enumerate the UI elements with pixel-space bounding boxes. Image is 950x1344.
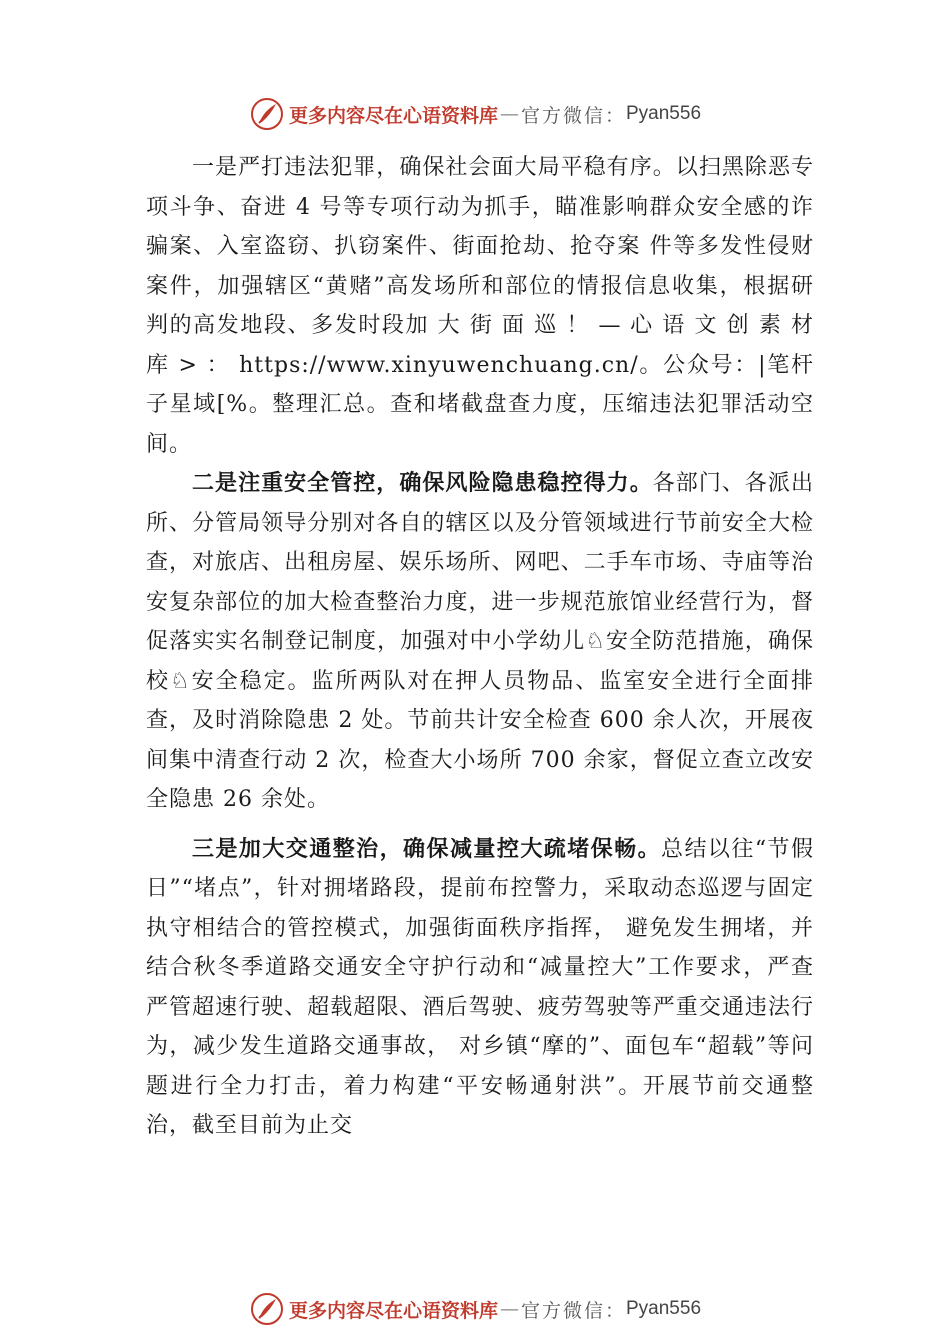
header-wechat-id: Pyan556 (626, 103, 702, 124)
footer-wechat-label: 官方微信： (520, 1299, 626, 1322)
footer-banner (0, 1289, 950, 1329)
header-brand: 更多内容尽在心语资料库 (288, 104, 498, 127)
quill-seal-icon (249, 1291, 285, 1327)
footer-brand: 更多内容尽在心语资料库 (288, 1299, 498, 1322)
paragraph-3-text: 总结以往“节假日”“堵点”，针对拥堵路段，提前布控警力，采取动态巡逻与固定执守相结合的管控模式，加强街面秩序指挥， 避免发生拥堵，并结合秋冬季道路交通安全守护行动和“减量控大”工作要求，严查严管超速行驶、超载超限、酒后驾驶、疲劳驾驶等严重交通违法行为，减少发生道路交通事故， 对乡镇“摩的”、面包车“超载”等问题进行全力打击，着力构建“平安畅通射洪”。开展节前交通整治，截至目前为止交 (146, 836, 814, 1138)
footer-separator: — (499, 1298, 519, 1320)
document-body (146, 148, 814, 1146)
paragraph-3 (146, 830, 814, 1146)
paragraph-2-lead: 二是注重安全管控，确保风险隐患稳控得力。 (192, 470, 653, 496)
quill-seal-icon (249, 96, 285, 132)
paragraph-3-lead: 三是加大交通整治，确保减量控大疏堵保畅。 (192, 835, 662, 862)
paragraph-2 (146, 464, 814, 820)
footer-wechat-id: Pyan556 (626, 1298, 702, 1319)
header-wechat-label: 官方微信： (520, 104, 626, 127)
paragraph-1 (146, 148, 814, 464)
paragraph-2-text: 各部门、各派出所、分管局领导分别对各自的辖区以及分管领域进行节前安全大检查，对旅店、出租房屋、娱乐场所、网吧、二手车市场、寺庙等治安复杂部位的加大检查整治力度，进一步规范旅馆业经营行为，督促落实实名制登记制度，加强对中小学幼儿♘安全防范措施，确保校♘安全稳定。监所两队对在押人员物品、监室安全进行全面排查，及时消除隐患 2 处。节前共计安全检查 600 余人次，开展夜间集中清查行动 2 次，检查大小场所 700 余家，督促立查立改安全隐患 26 余处。 (146, 471, 814, 812)
header-banner (0, 94, 950, 134)
paragraph-1-text: 一是严打违法犯罪，确保社会面大局平稳有序。以扫黑除恶专项斗争、奋进 4 号等专项行动为抓手，瞄准影响群众安全感的诈骗案、入室盗窃、扒窃案件、街面抢劫、抢夺案 件等多发性侵财案件，加强辖区“黄赌”高发场所和部位的情报信息收集，根据研判的高发地段、多发时段加 大 街 面 巡 ！ — 心 语 文 创 素 材 库 > ： https://www.xinyuwenchuang.cn/。公众号：|笔杆子星域[%。整理汇总。查和堵截盘查力度，压缩违法犯罪活动空间。 (146, 155, 814, 457)
header-separator: — (499, 103, 519, 125)
